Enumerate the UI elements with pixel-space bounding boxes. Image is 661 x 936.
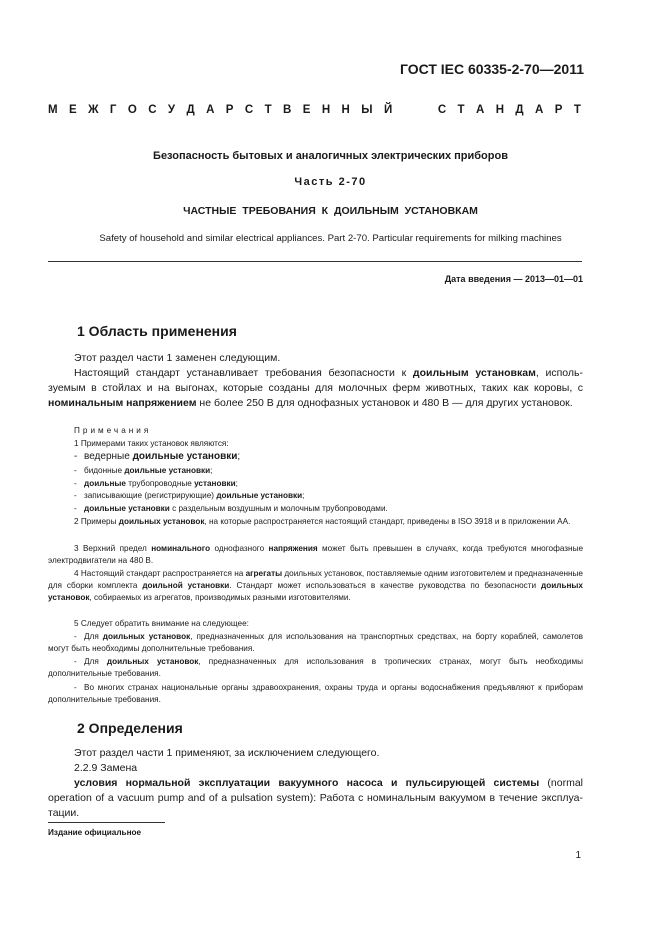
section-1-paragraph-1: Этот раздел части 1 заменен следующим. [74,352,281,364]
interstate-letter: О [127,104,137,116]
title-english: Safety of household and similar electrical appliances. Part 2-70. Particular requirements for milking machines [99,233,562,244]
note-1-list-item-2: - бидонные доильные установки; [74,466,213,475]
section-1-paragraph-2: Настоящий стандарт устанавливает требования безопасности к доильным установкам, используемым в стойлах и на выгонах, которые созданы для молочных ферм животных, таких как коровы, с номинальным напряжением не более 250 В для однофазных установок и 480 В — для других установок. [48,367,583,410]
interstate-letter: М [48,104,58,116]
interstate-letter: Д [515,104,524,116]
page-number: 1 [575,850,581,861]
interstate-letter: А [475,104,485,116]
interstate-letter: Е [302,104,311,116]
interstate-standard-heading [48,104,581,116]
official-edition-label: Издание официальное [48,828,142,837]
interstate-letter: Й [383,104,393,116]
interstate-letter: С [244,104,254,116]
section-2-definition: условия нормальной эксплуатации вакуумного насоса и пульсирующей системы (normal operation of a vacuum pump and of a pulsation system): Работа с номинальным вакуумом в течение эксплуатации. [48,777,584,820]
interstate-letter: А [206,104,215,116]
interstate-letter: Г [109,104,117,116]
interstate-letter: Р [554,104,563,116]
section-1-heading: 1 Область применения [77,323,237,339]
footer-divider [48,822,165,823]
introduction-date: Дата введения — 2013—01—01 [444,274,583,284]
interstate-letter: Д [186,104,195,116]
interstate-letter: Т [264,104,272,116]
note-4: 4 Настоящий стандарт распространяется на агрегаты доильных установок, поставляемые одним изготовителем и предназначенные для сборки комплекта доильной установки. Стандарт может использоваться в качестве руководства по безопасности доильных установок, собираемых из агрегатов, производимых разными изготовителями. [48,569,583,603]
interstate-letter: С [437,104,447,116]
interstate-letter: Ы [361,104,373,116]
section-2-clause-2-2-9: 2.2.9 Замена [74,762,138,774]
title-line-3: ЧАСТНЫЕ ТРЕБОВАНИЯ К ДОИЛЬНЫМ УСТАНОВКАМ [183,205,478,217]
note-5-list-item-2: - Для доильных установок, предназначенных для использования в тропических странах, могут быть необходимы дополнительные требования. [48,657,584,679]
interstate-letter: Т [457,104,465,116]
interstate-letter: Ж [88,104,99,116]
note-1-list-item-4: - записывающие (регистрирующие) доильные установки; [74,491,305,500]
interstate-letter: Н [495,104,505,116]
interstate-letter: Е [69,104,77,116]
section-2-heading: 2 Определения [77,720,183,736]
interstate-letter: А [535,104,544,116]
note-3: 3 Верхний предел номинального однофазного напряжения может быть превышен в случаях, когда требуются многофазные электродвигатели на 480 В. [48,544,584,566]
note-1-list-item-1: - ведерные доильные установки; [74,451,241,462]
title-divider [48,261,582,262]
note-1-list-item-3: - доильные трубопроводные установки; [74,479,238,488]
interstate-letter: В [283,104,292,116]
notes-heading: Примечания [74,426,152,435]
standard-code: ГОСТ IEC 60335-2-70—2011 [399,61,584,77]
note-5: 5 Следует обратить внимание на следующее: [74,619,249,628]
interstate-letter: Р [225,104,234,116]
interstate-letter: Н [341,104,350,116]
note-1: 1 Примерами таких установок являются: [74,439,229,448]
section-2-paragraph-1: Этот раздел части 1 применяют, за исключением следующего. [74,747,380,759]
interstate-letter: С [148,104,157,116]
title-part: Часть 2-70 [294,176,367,188]
note-1-list-item-5: - доильные установки с раздельным воздушным и молочным трубопроводами. [74,504,388,513]
note-5-list-item-3: - Во многих странах национальные органы здравоохранения, охраны труда и органы водоснабжения предъявляют к приборам дополнительные требования. [48,683,583,705]
interstate-letter: У [167,104,176,116]
note-5-list-item-1: - Для доильных установок, предназначенных для использования на транспортных средствах, на борту кораблей, самолетов могут быть необходимы дополнительные требования. [48,632,584,654]
interstate-letter: Н [321,104,331,116]
title-line-1: Безопасность бытовых и аналогичных электрических приборов [153,150,508,162]
note-2: 2 Примеры доильных установок, на которые распространяется настоящий стандарт, приведены в ISO 3918 и в приложении АА. [74,517,571,526]
interstate-letter: Т [573,104,581,116]
